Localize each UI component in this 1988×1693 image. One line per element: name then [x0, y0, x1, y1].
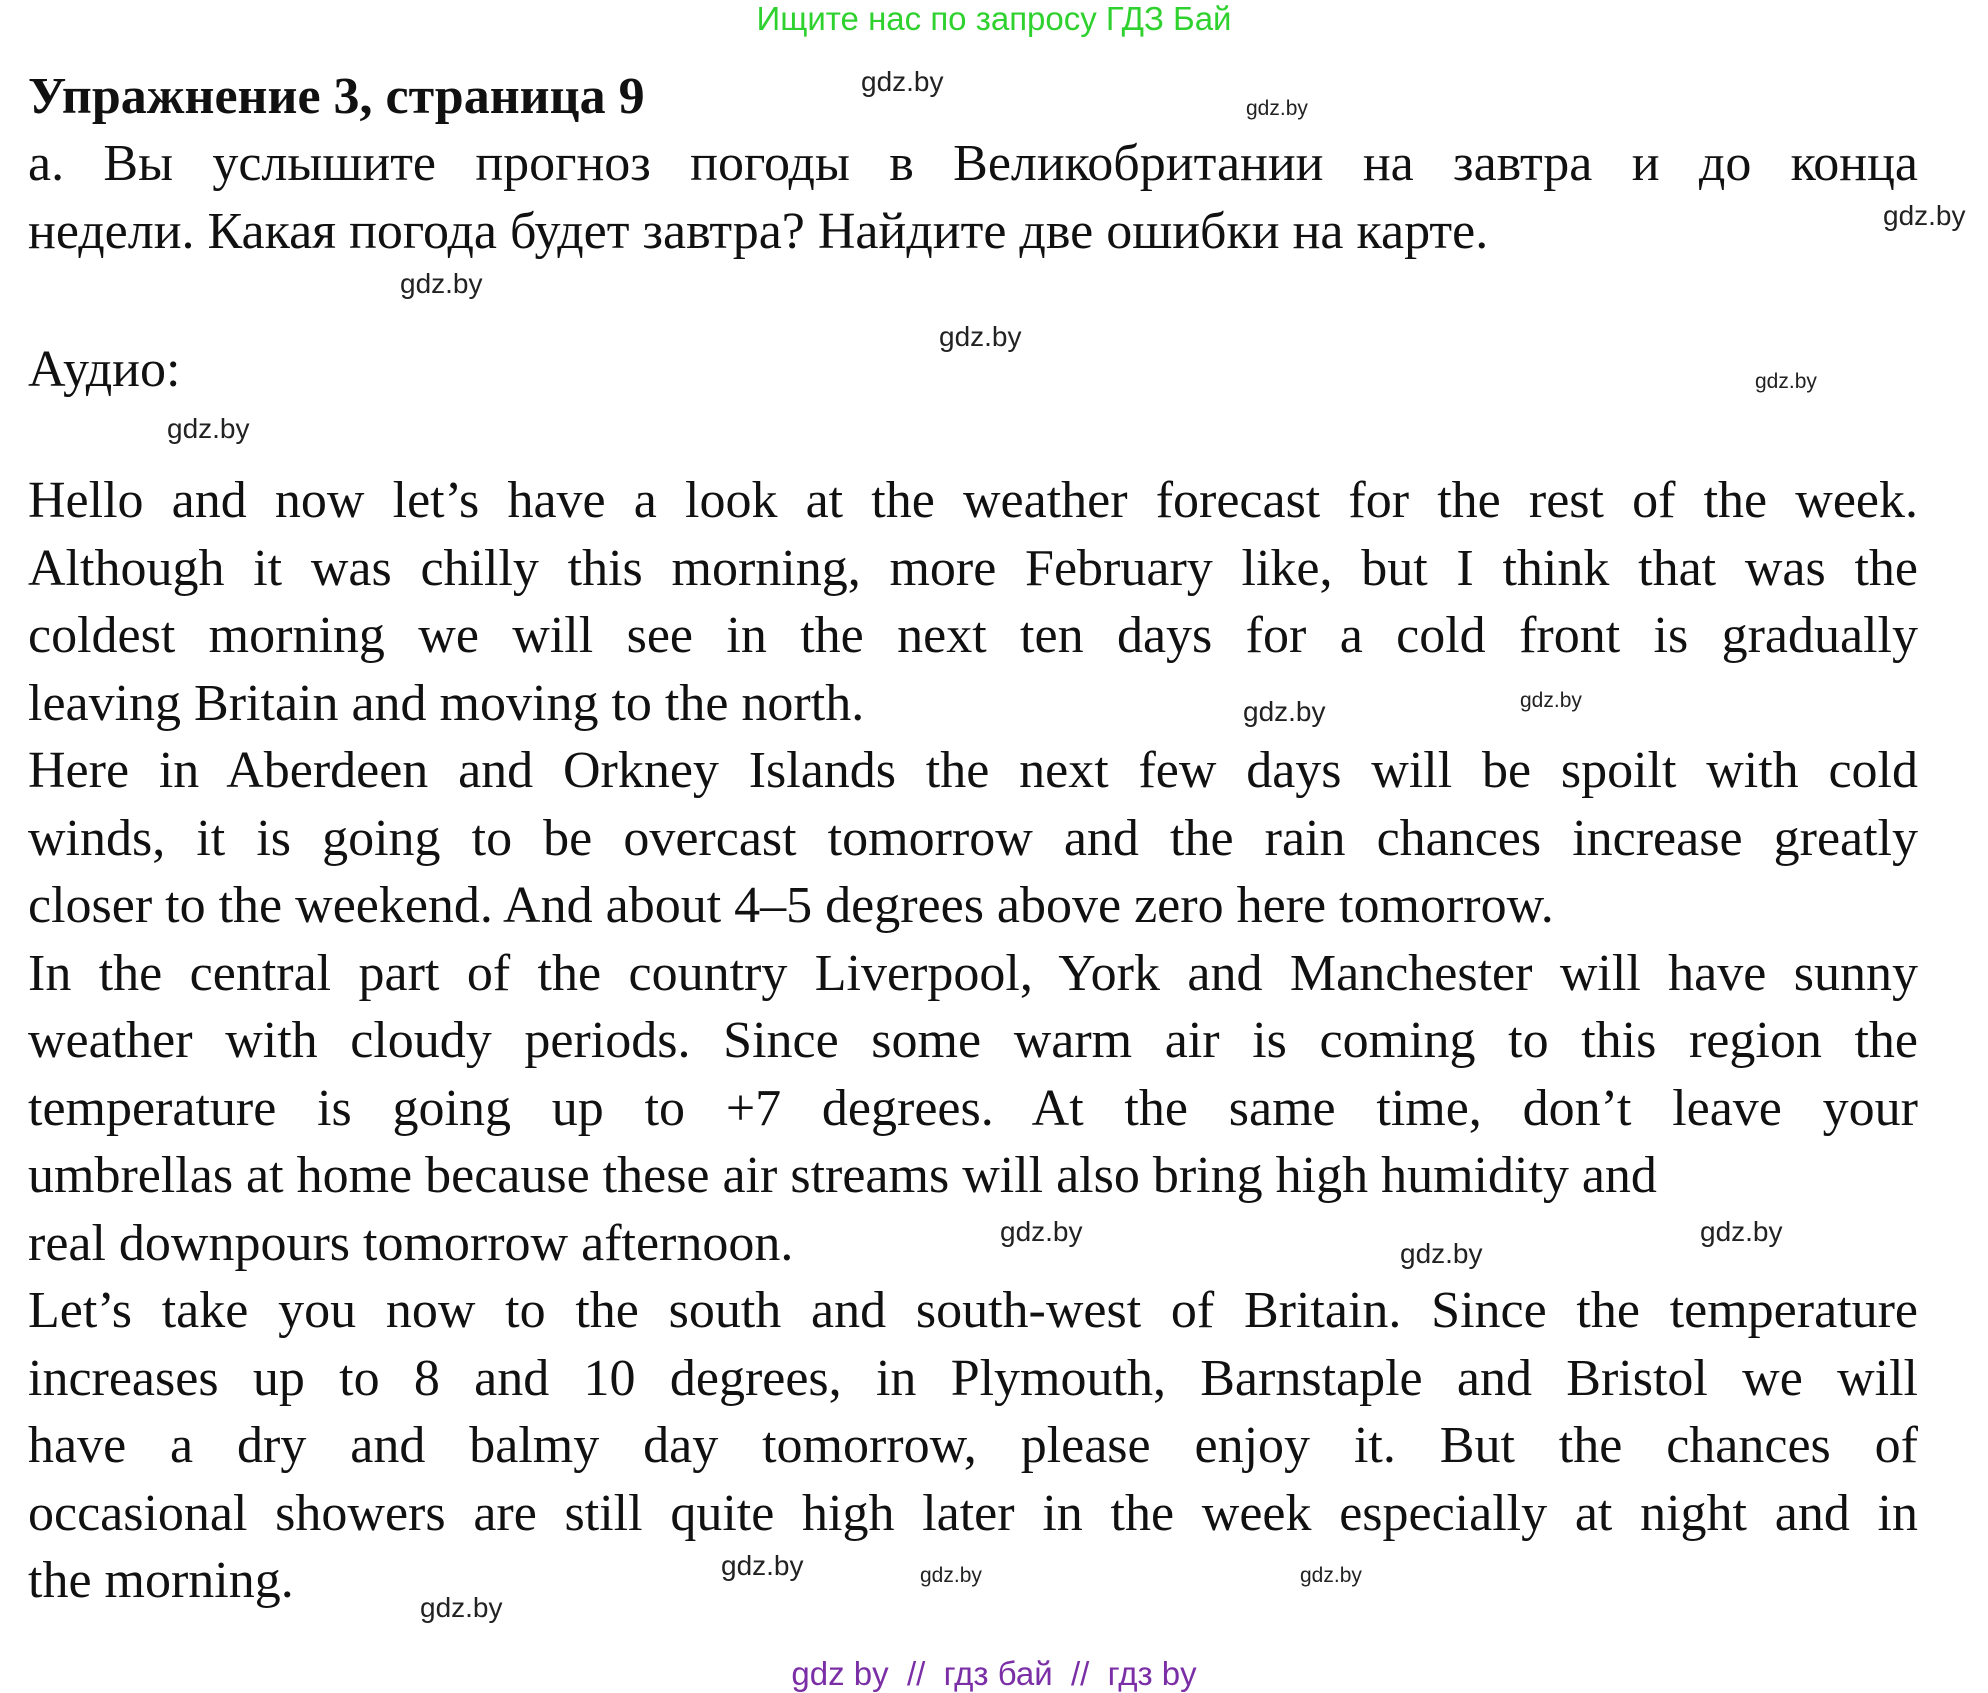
watermark: gdz.by	[1246, 97, 1308, 120]
watermark: gdz.by	[1000, 1216, 1083, 1247]
transcript-line: winds, it is going to be overcast tomorrow and the rain chances increase greatly	[28, 809, 1918, 867]
watermark: gdz.by	[861, 66, 944, 97]
watermark: gdz.by	[1755, 370, 1817, 393]
exercise-heading: Упражнение 3, страница 9	[28, 68, 645, 125]
transcript-line: Hello and now let’s have a look at the weather forecast for the rest of the week.	[28, 472, 1918, 529]
watermark: gdz.by	[167, 413, 250, 444]
watermark: gdz.by	[400, 268, 483, 299]
watermark: gdz.by	[721, 1550, 804, 1581]
transcript-line: weather with cloudy periods. Since some warm air is coming to this region the	[28, 1012, 1918, 1069]
transcript-line: Let’s take you now to the south and south-west of Britain. Since the temperature	[28, 1282, 1918, 1339]
transcript-line: increases up to 8 and 10 degrees, in Plymouth, Barnstaple and Bristol we will	[28, 1349, 1918, 1407]
watermark: gdz.by	[1300, 1564, 1362, 1587]
transcript-line: temperature is going up to +7 degrees. At the same time, don’t leave your	[28, 1079, 1918, 1137]
transcript	[28, 467, 1918, 1615]
transcript-line: Although it was chilly this morning, more February like, but I think that was the	[28, 539, 1918, 597]
task-line: недели. Какая погода будет завтра? Найдите две ошибки на карте.	[28, 202, 1489, 260]
footer-links[interactable]: gdz by // гдз бай // гдз by	[791, 1655, 1197, 1692]
watermark: gdz.by	[420, 1592, 503, 1623]
transcript-line: have a dry and balmy day tomorrow, please enjoy it. But the chances of	[28, 1417, 1918, 1474]
top-banner[interactable]: Ищите нас по запросу ГДЗ Бай	[756, 0, 1232, 37]
watermark: gdz.by	[920, 1564, 982, 1587]
task-line: а. Вы услышите прогноз погоды в Великобритании на завтра и до конца	[28, 135, 1918, 192]
transcript-line: coldest morning we will see in the next ten days for a cold front is gradually	[28, 607, 1918, 664]
transcript-line: the morning.	[28, 1552, 294, 1609]
watermark: gdz.by	[1883, 200, 1966, 231]
transcript-line: leaving Britain and moving to the north.	[28, 674, 865, 732]
watermark: gdz.by	[1243, 696, 1326, 727]
transcript-line: closer to the weekend. And about 4–5 degrees above zero here tomorrow.	[28, 877, 1554, 934]
transcript-line: umbrellas at home because these air streams will also bring high humidity and	[28, 1147, 1657, 1204]
transcript-line: Here in Aberdeen and Orkney Islands the next few days will be spoilt with cold	[28, 742, 1918, 799]
transcript-line: real downpours tomorrow afternoon.	[28, 1214, 794, 1272]
watermark: gdz.by	[1400, 1238, 1483, 1269]
audio-label: Аудио:	[28, 341, 181, 398]
watermark: gdz.by	[1520, 689, 1582, 712]
watermark: gdz.by	[1700, 1216, 1783, 1247]
transcript-line: In the central part of the country Liverpool, York and Manchester will have sunny	[28, 944, 1918, 1002]
task-text	[28, 130, 1918, 265]
transcript-line: occasional showers are still quite high later in the week especially at night and in	[28, 1484, 1918, 1542]
watermark: gdz.by	[939, 321, 1022, 352]
